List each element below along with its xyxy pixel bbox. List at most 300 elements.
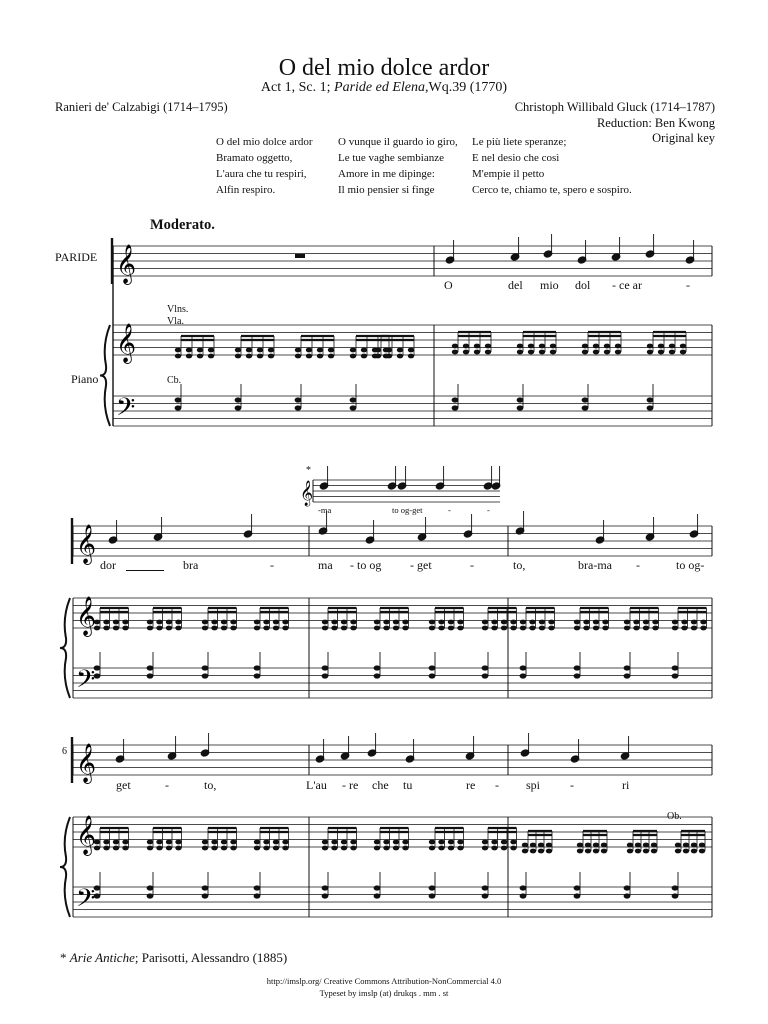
poem-line: O del mio dolce ardor	[216, 136, 313, 148]
treble-clef: 𝄞	[116, 323, 137, 363]
notehead	[627, 843, 633, 848]
notehead	[202, 893, 209, 898]
notehead	[202, 673, 209, 678]
bass-clef: 𝄢	[76, 665, 96, 700]
notehead	[350, 405, 357, 410]
notehead	[408, 348, 414, 353]
piano-label: Piano	[71, 372, 99, 386]
notehead	[627, 849, 633, 854]
notehead	[328, 348, 334, 353]
lyric-syllable: get	[116, 778, 131, 792]
notehead	[624, 673, 631, 678]
notehead	[103, 620, 109, 625]
notehead	[166, 620, 172, 625]
brace	[60, 817, 70, 917]
lyric-syllable: ri	[622, 778, 630, 792]
notehead	[583, 626, 589, 631]
notehead	[672, 626, 678, 631]
notehead	[438, 846, 444, 851]
notehead	[350, 620, 356, 625]
measure-number: 6	[62, 746, 67, 757]
notehead	[683, 849, 689, 854]
notehead	[633, 626, 639, 631]
lyric-syllable: -	[636, 558, 640, 572]
notehead	[402, 840, 408, 845]
lyric-syllable: - get	[410, 558, 432, 572]
notehead	[593, 626, 599, 631]
notehead	[197, 354, 203, 359]
notehead	[624, 893, 631, 898]
notehead	[517, 405, 524, 410]
notehead	[520, 893, 527, 898]
notehead	[374, 620, 380, 625]
lyric-syllable: - ce ar	[612, 278, 642, 292]
notehead	[691, 849, 697, 854]
notehead	[548, 620, 554, 625]
notehead	[539, 350, 545, 355]
notehead	[672, 885, 679, 890]
notehead	[522, 843, 528, 848]
cb-label: Cb.	[167, 375, 182, 386]
notehead	[577, 849, 583, 854]
notehead	[374, 893, 381, 898]
notehead	[341, 846, 347, 851]
notehead	[482, 885, 489, 890]
notehead	[221, 626, 227, 631]
notehead	[651, 843, 657, 848]
notehead	[295, 405, 302, 410]
notehead	[574, 626, 580, 631]
notehead	[448, 840, 454, 845]
notehead	[374, 626, 380, 631]
notehead	[510, 846, 516, 851]
notehead	[273, 846, 279, 851]
notehead	[397, 348, 403, 353]
notehead	[322, 626, 328, 631]
notehead	[246, 348, 252, 353]
notehead	[491, 840, 497, 845]
notehead	[574, 665, 581, 670]
notehead	[675, 843, 681, 848]
notehead	[538, 849, 544, 854]
notehead	[383, 840, 389, 845]
notehead	[263, 840, 269, 845]
notehead	[672, 620, 678, 625]
notehead	[643, 843, 649, 848]
notehead	[350, 348, 356, 353]
notehead	[254, 840, 260, 845]
lyric-syllable: -	[686, 278, 690, 292]
notehead	[452, 405, 459, 410]
notehead	[624, 665, 631, 670]
notehead	[393, 626, 399, 631]
poem-line: Amore in me dipinge:	[338, 168, 435, 180]
notehead	[624, 620, 630, 625]
poem-line: M'empie il petto	[472, 168, 545, 180]
notehead	[539, 344, 545, 349]
notehead	[350, 840, 356, 845]
notehead	[374, 846, 380, 851]
footnote: * Arie Antiche; Parisotti, Alessandro (1885)	[60, 950, 288, 965]
notehead	[235, 397, 242, 402]
notehead	[457, 840, 463, 845]
bass-clef: 𝄢	[116, 393, 136, 428]
notehead	[652, 626, 658, 631]
notehead	[577, 843, 583, 848]
notehead	[582, 350, 588, 355]
notehead	[202, 665, 209, 670]
notehead	[331, 846, 337, 851]
notehead	[520, 673, 527, 678]
notehead	[593, 344, 599, 349]
notehead	[383, 626, 389, 631]
notehead	[602, 626, 608, 631]
notehead	[263, 846, 269, 851]
notehead	[322, 620, 328, 625]
poem-line: E nel desio che così	[472, 152, 560, 164]
notehead	[322, 673, 329, 678]
poem-line: Il mio pensier si finge	[338, 184, 435, 196]
notehead	[402, 620, 408, 625]
notehead	[501, 846, 507, 851]
ossia-lyric: -	[487, 505, 490, 515]
notehead	[448, 846, 454, 851]
notehead	[103, 840, 109, 845]
key-note: Original key	[652, 131, 715, 145]
notehead	[517, 397, 524, 402]
notehead	[538, 843, 544, 848]
notehead	[482, 665, 489, 670]
notehead	[341, 840, 347, 845]
notehead	[520, 885, 527, 890]
notehead	[546, 849, 552, 854]
poem-line: Le tue vaghe sembianze	[338, 152, 444, 164]
notehead	[680, 350, 686, 355]
lyric-syllable: dor	[100, 558, 116, 572]
notehead	[510, 620, 516, 625]
notehead	[208, 348, 214, 353]
notehead	[230, 620, 236, 625]
notehead	[235, 354, 241, 359]
notehead	[166, 840, 172, 845]
lyric-syllable: -	[165, 778, 169, 792]
brace	[60, 598, 70, 698]
notehead	[681, 620, 687, 625]
notehead	[375, 348, 381, 353]
notehead	[254, 626, 260, 631]
notehead	[510, 626, 516, 631]
notehead	[548, 626, 554, 631]
notehead	[408, 354, 414, 359]
notehead	[257, 354, 263, 359]
notehead	[482, 846, 488, 851]
lyric-syllable: mio	[540, 278, 559, 292]
notehead	[374, 673, 381, 678]
lyric-syllable: che	[372, 778, 389, 792]
ob-label: Ob.	[667, 811, 682, 822]
notehead	[113, 620, 119, 625]
notehead	[383, 846, 389, 851]
notehead	[539, 626, 545, 631]
notehead	[582, 344, 588, 349]
notehead	[350, 626, 356, 631]
notehead	[522, 849, 528, 854]
notehead	[429, 665, 436, 670]
notehead	[254, 620, 260, 625]
vla-label: Vla.	[167, 316, 184, 327]
notehead	[103, 846, 109, 851]
notehead	[393, 620, 399, 625]
notehead	[672, 665, 679, 670]
whole-rest	[295, 254, 305, 258]
brace	[100, 325, 110, 426]
notehead	[202, 620, 208, 625]
notehead	[482, 893, 489, 898]
notehead	[306, 348, 312, 353]
notehead	[633, 620, 639, 625]
notehead	[147, 846, 153, 851]
notehead	[510, 840, 516, 845]
notehead	[574, 620, 580, 625]
notehead	[539, 620, 545, 625]
notehead	[652, 620, 658, 625]
notehead	[374, 885, 381, 890]
ossia-lyric: -ma	[318, 505, 332, 515]
notehead	[429, 626, 435, 631]
notehead	[147, 840, 153, 845]
notehead	[675, 849, 681, 854]
notehead	[211, 846, 217, 851]
notehead	[211, 626, 217, 631]
notehead	[156, 846, 162, 851]
notehead	[156, 620, 162, 625]
notehead	[328, 354, 334, 359]
notehead	[635, 849, 641, 854]
notehead	[672, 673, 679, 678]
notehead	[113, 846, 119, 851]
notehead	[393, 846, 399, 851]
notehead	[501, 840, 507, 845]
notehead	[463, 344, 469, 349]
notehead	[658, 344, 664, 349]
notehead	[474, 344, 480, 349]
notehead	[383, 620, 389, 625]
lyric-syllable: - re	[342, 778, 359, 792]
notehead	[282, 620, 288, 625]
notehead	[166, 846, 172, 851]
notehead	[550, 350, 556, 355]
lyric-syllable: O	[444, 278, 453, 292]
voice-label: PARIDE	[55, 250, 98, 264]
treble-clef: 𝄞	[76, 815, 97, 855]
notehead	[429, 673, 436, 678]
notehead	[485, 344, 491, 349]
notehead	[306, 354, 312, 359]
treble-clef: 𝄞	[300, 481, 314, 506]
footer-license: http://imslp.org/ Creative Commons Attribution-NonCommercial 4.0	[266, 976, 502, 986]
notehead	[402, 626, 408, 631]
notehead	[643, 620, 649, 625]
lyric-syllable: -	[495, 778, 499, 792]
notehead	[235, 405, 242, 410]
notehead	[528, 350, 534, 355]
notehead	[186, 354, 192, 359]
notehead	[175, 354, 181, 359]
notehead	[350, 354, 356, 359]
notehead	[452, 397, 459, 402]
notehead	[604, 344, 610, 349]
notehead	[282, 626, 288, 631]
poem-line: Cerco te, chiamo te, spero e sospiro.	[472, 184, 632, 196]
notehead	[282, 846, 288, 851]
notehead	[457, 620, 463, 625]
notehead	[230, 626, 236, 631]
notehead	[691, 620, 697, 625]
notehead	[393, 840, 399, 845]
notehead	[582, 405, 589, 410]
notehead	[147, 620, 153, 625]
poem-line: Alfin respiro.	[216, 184, 276, 196]
notehead	[585, 843, 591, 848]
notehead	[341, 626, 347, 631]
notehead	[268, 348, 274, 353]
melisma-line	[126, 570, 164, 571]
notehead	[331, 620, 337, 625]
notehead	[322, 665, 329, 670]
notehead	[529, 626, 535, 631]
notehead	[322, 885, 329, 890]
ossia-lyric: to og-get	[392, 505, 423, 515]
notehead	[175, 397, 182, 402]
notehead	[322, 846, 328, 851]
notehead	[593, 350, 599, 355]
notehead	[574, 893, 581, 898]
notehead	[574, 673, 581, 678]
notehead	[147, 893, 154, 898]
notehead	[601, 849, 607, 854]
notehead	[402, 846, 408, 851]
notehead	[643, 626, 649, 631]
notehead	[374, 840, 380, 845]
notehead	[273, 840, 279, 845]
notehead	[520, 620, 526, 625]
lyric-syllable: ma	[318, 558, 333, 572]
notehead	[254, 665, 261, 670]
notehead	[501, 626, 507, 631]
bass-clef: 𝄢	[76, 884, 96, 919]
notehead	[208, 354, 214, 359]
notehead	[235, 348, 241, 353]
notehead	[699, 849, 705, 854]
notehead	[452, 350, 458, 355]
treble-clef: 𝄞	[76, 743, 97, 783]
notehead	[474, 350, 480, 355]
notehead	[230, 846, 236, 851]
notehead	[122, 620, 128, 625]
poem-line: O vunque il guardo io giro,	[338, 136, 458, 148]
notehead	[156, 626, 162, 631]
lyric-syllable: -	[470, 558, 474, 572]
notehead	[175, 620, 181, 625]
notehead	[429, 620, 435, 625]
notehead	[530, 849, 536, 854]
notehead	[331, 626, 337, 631]
notehead	[113, 840, 119, 845]
notehead	[257, 348, 263, 353]
notehead	[350, 846, 356, 851]
notehead	[457, 846, 463, 851]
notehead	[103, 626, 109, 631]
notehead	[546, 843, 552, 848]
notehead	[254, 846, 260, 851]
notehead	[122, 846, 128, 851]
poet-credit: Ranieri de' Calzabigi (1714–1795)	[55, 100, 228, 114]
notehead	[699, 843, 705, 848]
notehead	[574, 885, 581, 890]
lyric-syllable: -	[270, 558, 274, 572]
notehead	[202, 840, 208, 845]
notehead	[350, 397, 357, 402]
lyric-syllable: bra	[183, 558, 199, 572]
notehead	[186, 348, 192, 353]
notehead	[147, 885, 154, 890]
notehead	[202, 885, 209, 890]
notehead	[520, 665, 527, 670]
notehead	[672, 893, 679, 898]
lyric-syllable: to,	[513, 558, 526, 572]
notehead	[122, 626, 128, 631]
notehead	[429, 846, 435, 851]
notehead	[517, 350, 523, 355]
notehead	[457, 626, 463, 631]
notehead	[691, 626, 697, 631]
notehead	[615, 350, 621, 355]
notehead	[375, 354, 381, 359]
notehead	[317, 348, 323, 353]
notehead	[175, 626, 181, 631]
notehead	[374, 665, 381, 670]
poem-line: L'aura che tu respiri,	[216, 168, 307, 180]
notehead	[211, 840, 217, 845]
notehead	[202, 626, 208, 631]
notehead	[211, 620, 217, 625]
reduction-credit: Reduction: Ben Kwong	[596, 115, 715, 130]
lyric-syllable: tu	[403, 778, 413, 792]
notehead	[438, 620, 444, 625]
notehead	[647, 344, 653, 349]
notehead	[517, 344, 523, 349]
notehead	[331, 840, 337, 845]
notehead	[175, 405, 182, 410]
notehead	[669, 344, 675, 349]
notehead	[520, 626, 526, 631]
lyric-syllable: spi	[526, 778, 541, 792]
notehead	[221, 840, 227, 845]
notehead	[448, 620, 454, 625]
lyric-syllable: bra-ma	[578, 558, 612, 572]
lyric-syllable: dol	[575, 278, 591, 292]
notehead	[295, 397, 302, 402]
notehead	[491, 620, 497, 625]
footer-typeset: Typeset by imslp (at) drukqs . mm . st	[319, 988, 449, 998]
notehead	[341, 620, 347, 625]
notehead	[386, 354, 392, 359]
ossia-star: *	[306, 465, 311, 476]
tempo-marking: Moderato.	[150, 217, 215, 233]
lyric-syllable: - to og	[350, 558, 382, 572]
notehead	[601, 843, 607, 848]
notehead	[273, 620, 279, 625]
